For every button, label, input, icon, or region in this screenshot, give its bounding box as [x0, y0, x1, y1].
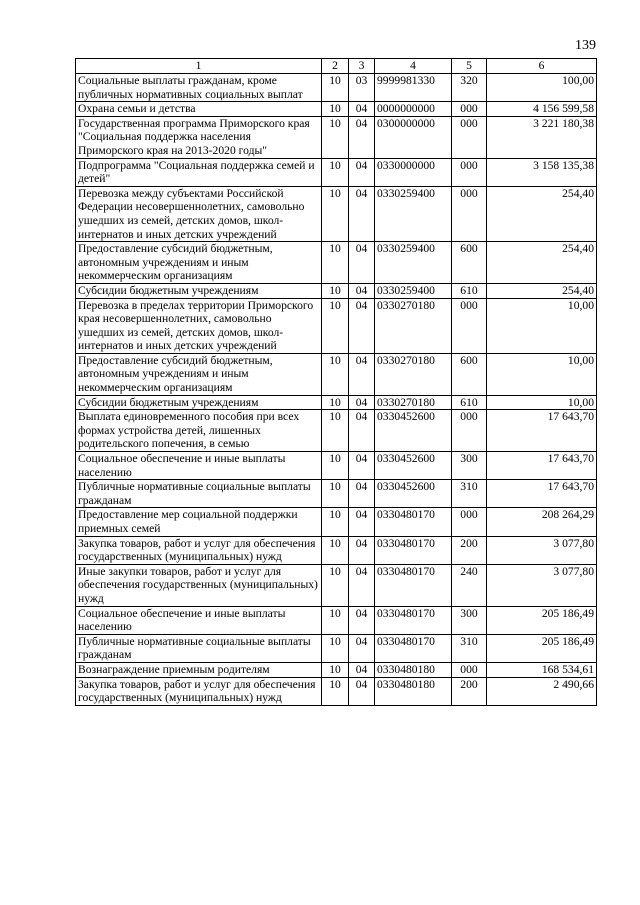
- header-col-5: 5: [452, 59, 487, 74]
- table-row: [76, 480, 597, 508]
- table-row: [76, 158, 597, 186]
- target-article-code: 0330259400: [375, 242, 452, 284]
- row-name: Иные закупки товаров, работ и услуг для обеспечения государственных (муниципальных) нужд: [76, 564, 322, 606]
- table-row: [76, 186, 597, 241]
- section-code: 10: [322, 564, 349, 606]
- section-code: 10: [322, 74, 349, 102]
- expense-type-code: 240: [452, 564, 487, 606]
- table-row: [76, 677, 597, 705]
- expense-type-code: 310: [452, 480, 487, 508]
- expense-type-code: 000: [452, 508, 487, 536]
- target-article-code: 0330480180: [375, 677, 452, 705]
- amount: 10,00: [487, 395, 597, 410]
- row-name: Охрана семьи и детства: [76, 102, 322, 117]
- subsection-code: 04: [349, 102, 375, 117]
- expense-type-code: 300: [452, 606, 487, 634]
- target-article-code: 9999981330: [375, 74, 452, 102]
- subsection-code: 04: [349, 395, 375, 410]
- expense-type-code: 600: [452, 353, 487, 395]
- budget-table: [75, 58, 597, 706]
- table-row: [76, 102, 597, 117]
- table-row: [76, 298, 597, 353]
- expense-type-code: 600: [452, 242, 487, 284]
- row-name: Выплата единовременного пособия при всех формах устройства детей, лишенных родительского попечения, в семью: [76, 410, 322, 452]
- row-name: Предоставление субсидий бюджетным, автономным учреждениям и иным некоммерческим организациям: [76, 242, 322, 284]
- table-row: [76, 353, 597, 395]
- expense-type-code: 000: [452, 158, 487, 186]
- target-article-code: 0330270180: [375, 395, 452, 410]
- expense-type-code: 000: [452, 102, 487, 117]
- amount: 3 077,80: [487, 536, 597, 564]
- subsection-code: 04: [349, 158, 375, 186]
- target-article-code: 0330270180: [375, 353, 452, 395]
- expense-type-code: 000: [452, 662, 487, 677]
- target-article-code: 0330259400: [375, 186, 452, 241]
- table-row: [76, 410, 597, 452]
- table-row: [76, 116, 597, 158]
- header-col-3: 3: [349, 59, 375, 74]
- subsection-code: 04: [349, 536, 375, 564]
- section-code: 10: [322, 480, 349, 508]
- expense-type-code: 000: [452, 186, 487, 241]
- subsection-code: 04: [349, 662, 375, 677]
- subsection-code: 04: [349, 606, 375, 634]
- section-code: 10: [322, 395, 349, 410]
- section-code: 10: [322, 102, 349, 117]
- row-name: Предоставление мер социальной поддержки приемных семей: [76, 508, 322, 536]
- table-header-row: [76, 59, 597, 74]
- target-article-code: 0330270180: [375, 298, 452, 353]
- amount: 17 643,70: [487, 452, 597, 480]
- expense-type-code: 300: [452, 452, 487, 480]
- table-row: [76, 662, 597, 677]
- amount: 208 264,29: [487, 508, 597, 536]
- header-col-4: 4: [375, 59, 452, 74]
- target-article-code: 0330480170: [375, 634, 452, 662]
- target-article-code: 0330480170: [375, 606, 452, 634]
- header-col-1: 1: [76, 59, 322, 74]
- target-article-code: 0330000000: [375, 158, 452, 186]
- target-article-code: 0330480180: [375, 662, 452, 677]
- subsection-code: 04: [349, 298, 375, 353]
- subsection-code: 04: [349, 480, 375, 508]
- subsection-code: 04: [349, 353, 375, 395]
- amount: 254,40: [487, 283, 597, 298]
- row-name: Социальные выплаты гражданам, кроме публичных нормативных социальных выплат: [76, 74, 322, 102]
- row-name: Публичные нормативные социальные выплаты гражданам: [76, 634, 322, 662]
- subsection-code: 03: [349, 74, 375, 102]
- row-name: Перевозка между субъектами Российской Федерации несовершеннолетних, самовольно ушедших из семей, детских домов, школ-интернатов и иных детских учреждений: [76, 186, 322, 241]
- row-name: Перевозка в пределах территории Приморского края несовершеннолетних, самовольно ушедших из семей, детских домов, школ-интернатов и иных детских учреждений: [76, 298, 322, 353]
- page-number: 139: [575, 38, 596, 53]
- section-code: 10: [322, 677, 349, 705]
- amount: 254,40: [487, 186, 597, 241]
- expense-type-code: 610: [452, 283, 487, 298]
- target-article-code: 0300000000: [375, 116, 452, 158]
- amount: 205 186,49: [487, 634, 597, 662]
- expense-type-code: 000: [452, 298, 487, 353]
- amount: 2 490,66: [487, 677, 597, 705]
- amount: 205 186,49: [487, 606, 597, 634]
- table-row: [76, 536, 597, 564]
- subsection-code: 04: [349, 508, 375, 536]
- section-code: 10: [322, 536, 349, 564]
- expense-type-code: 000: [452, 116, 487, 158]
- subsection-code: 04: [349, 116, 375, 158]
- target-article-code: 0330480170: [375, 536, 452, 564]
- table-row: [76, 395, 597, 410]
- section-code: 10: [322, 116, 349, 158]
- section-code: 10: [322, 508, 349, 536]
- target-article-code: 0330452600: [375, 410, 452, 452]
- target-article-code: 0330452600: [375, 480, 452, 508]
- subsection-code: 04: [349, 564, 375, 606]
- expense-type-code: 200: [452, 536, 487, 564]
- row-name: Государственная программа Приморского края "Социальная поддержка населения Приморского края на 2013-2020 годы": [76, 116, 322, 158]
- section-code: 10: [322, 452, 349, 480]
- table-row: [76, 508, 597, 536]
- row-name: Закупка товаров, работ и услуг для обеспечения государственных (муниципальных) нужд: [76, 536, 322, 564]
- row-name: Вознаграждение приемным родителям: [76, 662, 322, 677]
- subsection-code: 04: [349, 452, 375, 480]
- subsection-code: 04: [349, 242, 375, 284]
- amount: 3 221 180,38: [487, 116, 597, 158]
- row-name: Предоставление субсидий бюджетным, автономным учреждениям и иным некоммерческим организациям: [76, 353, 322, 395]
- section-code: 10: [322, 158, 349, 186]
- amount: 3 158 135,38: [487, 158, 597, 186]
- target-article-code: 0330452600: [375, 452, 452, 480]
- section-code: 10: [322, 606, 349, 634]
- header-col-2: 2: [322, 59, 349, 74]
- target-article-code: 0000000000: [375, 102, 452, 117]
- section-code: 10: [322, 410, 349, 452]
- amount: 4 156 599,58: [487, 102, 597, 117]
- subsection-code: 04: [349, 634, 375, 662]
- table-row: [76, 452, 597, 480]
- table-row: [76, 74, 597, 102]
- section-code: 10: [322, 662, 349, 677]
- subsection-code: 04: [349, 283, 375, 298]
- row-name: Социальное обеспечение и иные выплаты населению: [76, 452, 322, 480]
- amount: 17 643,70: [487, 480, 597, 508]
- section-code: 10: [322, 298, 349, 353]
- expense-type-code: 610: [452, 395, 487, 410]
- row-name: Закупка товаров, работ и услуг для обеспечения государственных (муниципальных) нужд: [76, 677, 322, 705]
- row-name: Социальное обеспечение и иные выплаты населению: [76, 606, 322, 634]
- section-code: 10: [322, 353, 349, 395]
- row-name: Субсидии бюджетным учреждениям: [76, 395, 322, 410]
- subsection-code: 04: [349, 410, 375, 452]
- amount: 254,40: [487, 242, 597, 284]
- row-name: Публичные нормативные социальные выплаты гражданам: [76, 480, 322, 508]
- subsection-code: 04: [349, 677, 375, 705]
- expense-type-code: 200: [452, 677, 487, 705]
- table-row: [76, 242, 597, 284]
- header-col-6: 6: [487, 59, 597, 74]
- amount: 168 534,61: [487, 662, 597, 677]
- table-row: [76, 634, 597, 662]
- amount: 17 643,70: [487, 410, 597, 452]
- table-row: [76, 564, 597, 606]
- amount: 100,00: [487, 74, 597, 102]
- table-row: [76, 283, 597, 298]
- expense-type-code: 320: [452, 74, 487, 102]
- section-code: 10: [322, 186, 349, 241]
- subsection-code: 04: [349, 186, 375, 241]
- row-name: Подпрограмма "Социальная поддержка семей и детей": [76, 158, 322, 186]
- expense-type-code: 310: [452, 634, 487, 662]
- target-article-code: 0330259400: [375, 283, 452, 298]
- target-article-code: 0330480170: [375, 508, 452, 536]
- amount: 3 077,80: [487, 564, 597, 606]
- amount: 10,00: [487, 353, 597, 395]
- row-name: Субсидии бюджетным учреждениям: [76, 283, 322, 298]
- table-row: [76, 606, 597, 634]
- amount: 10,00: [487, 298, 597, 353]
- section-code: 10: [322, 283, 349, 298]
- target-article-code: 0330480170: [375, 564, 452, 606]
- expense-type-code: 000: [452, 410, 487, 452]
- section-code: 10: [322, 242, 349, 284]
- section-code: 10: [322, 634, 349, 662]
